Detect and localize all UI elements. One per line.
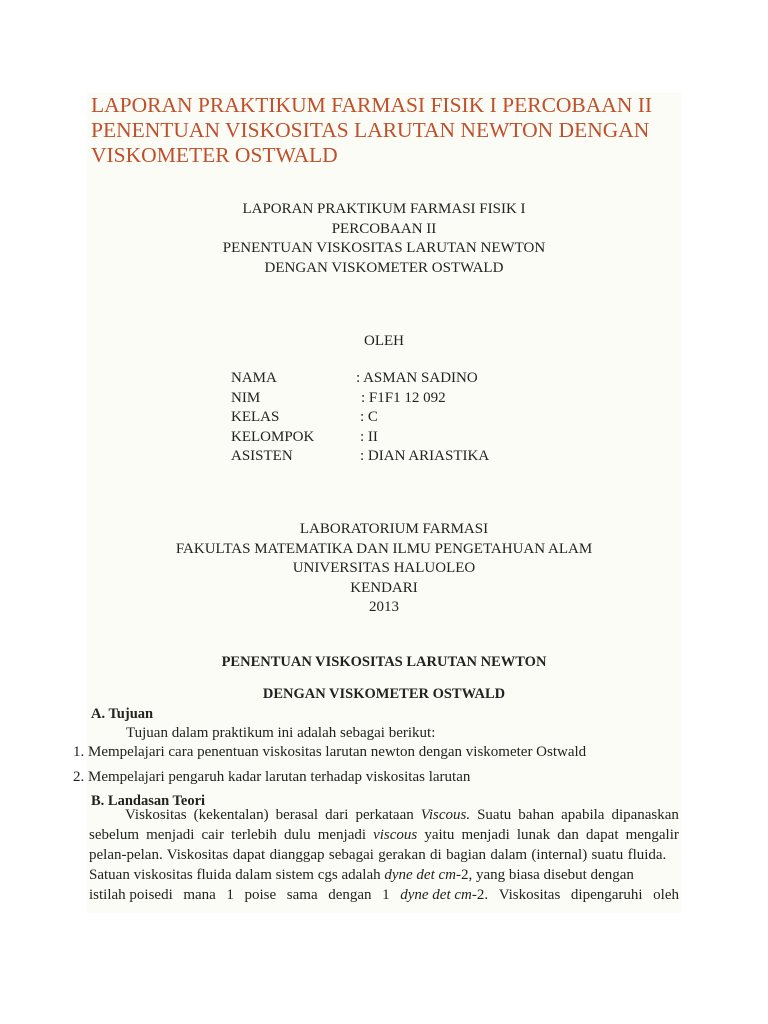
- word: (kekentalan): [193, 807, 269, 823]
- word: oleh: [653, 887, 679, 903]
- identity-value: : DIAN ARIASTIKA: [360, 448, 490, 464]
- italic-term: Viscous.: [420, 807, 471, 823]
- tujuan-heading: A. Tujuan: [91, 706, 154, 722]
- word: poise: [244, 887, 277, 903]
- word: Suatu: [477, 807, 512, 823]
- text-segment: -2, yang biasa disebut dengan: [456, 867, 634, 883]
- paragraph-line-1: [89, 805, 679, 825]
- title-line-2: PENENTUAN VISKOSITAS LARUTAN NEWTON DENGAN: [91, 118, 650, 142]
- tujuan-item-2: 2. Mempelajari pengaruh kadar larutan terhadap viskositas larutan: [73, 769, 471, 785]
- tujuan-intro: Tujuan dalam praktikum ini adalah sebagai berikut:: [126, 725, 436, 741]
- italic-unit: dyne det cm: [400, 887, 472, 903]
- title-line-3: VISKOMETER OSTWALD: [91, 143, 338, 167]
- title-line-1: LAPORAN PRAKTIKUM FARMASI FISIK I PERCOBAAN II: [91, 93, 653, 117]
- identity-row-kelompok: [231, 428, 531, 448]
- word: perkataan: [355, 807, 414, 823]
- section-title-line-1: PENENTUAN VISKOSITAS LARUTAN NEWTON: [221, 654, 547, 670]
- identity-label: KELOMPOK: [231, 428, 315, 445]
- landasan-heading: B. Landasan Teori: [91, 793, 206, 809]
- word: Viskositas: [498, 887, 561, 903]
- word: terlebih: [231, 827, 277, 843]
- identity-value: : F1F1 12 092: [361, 389, 446, 406]
- text-segment: Satuan viskositas fluida dalam sistem cgs adalah: [89, 867, 381, 883]
- identity-value: : C: [360, 409, 378, 425]
- word: lunak: [516, 827, 551, 843]
- italic-term: viscous: [373, 827, 418, 843]
- line-text: pelan-pelan. Viskositas dapat dianggap sebagai gerakan di bagian dalam (internal) suatu fluida.: [89, 847, 667, 863]
- identity-label: KELAS: [231, 409, 280, 425]
- identity-row-nim: [231, 389, 531, 409]
- word: cair: [201, 827, 224, 843]
- institution-line-4: KENDARI: [350, 579, 418, 596]
- word: 1: [382, 887, 390, 903]
- document-title: [91, 93, 681, 168]
- identity-row-nama: [231, 369, 531, 389]
- paragraph-line-5: [89, 885, 679, 905]
- word: Viskositas: [125, 807, 187, 823]
- italic-unit: dyne det cm: [384, 867, 456, 883]
- institution-line-3: UNIVERSITAS HALUOLEO: [292, 560, 476, 576]
- identity-label: NAMA: [231, 370, 277, 386]
- cover-heading: [0, 200, 768, 278]
- word: dipengaruhi: [570, 887, 643, 903]
- word: istilah poisedi: [89, 887, 173, 903]
- word: berasal: [275, 807, 319, 823]
- word: menjadi: [317, 827, 367, 843]
- cover-line-3: PENENTUAN VISKOSITAS LARUTAN NEWTON: [222, 240, 546, 256]
- word: mengalir: [625, 827, 679, 843]
- identity-value: : II: [360, 428, 378, 445]
- institution-block: [0, 520, 768, 618]
- institution-line-1: LABORATORIUM FARMASI: [299, 521, 489, 537]
- identity-row-asisten: [231, 447, 531, 467]
- identity-row-kelas: [231, 408, 531, 428]
- word: 1: [226, 887, 234, 903]
- text-segment: -2.: [471, 887, 489, 903]
- word: yaitu: [424, 827, 455, 843]
- word: bahan: [518, 807, 555, 823]
- line-text-part: [89, 865, 634, 885]
- landasan-paragraph: [89, 805, 679, 905]
- italic-unit-group: [400, 885, 488, 905]
- cover-line-4: DENGAN VISKOMETER OSTWALD: [264, 259, 504, 276]
- word: menjadi: [461, 827, 510, 843]
- word: sama: [286, 887, 318, 903]
- word: dan: [557, 827, 579, 843]
- identity-block: [231, 369, 531, 469]
- word: apabila: [561, 807, 605, 823]
- word: dengan: [328, 887, 372, 903]
- identity-value: : ASMAN SADINO: [356, 370, 478, 386]
- cover-line-2: PERCOBAAN II: [331, 220, 437, 237]
- paragraph-line-2: [89, 825, 679, 845]
- cover-line-1: LAPORAN PRAKTIKUM FARMASI FISIK I: [242, 201, 526, 217]
- identity-label: ASISTEN: [231, 448, 293, 464]
- word: sebelum: [89, 827, 139, 843]
- word: menjadi: [146, 827, 195, 843]
- institution-line-5: 2013: [369, 599, 399, 615]
- word: mana: [183, 887, 216, 903]
- oleh-label: OLEH: [364, 333, 404, 349]
- identity-label: NIM: [231, 389, 261, 406]
- word: dipanaskan: [611, 807, 679, 823]
- paragraph-line-3: [89, 845, 679, 865]
- word: dari: [325, 807, 349, 823]
- word: dapat: [586, 827, 619, 843]
- word: dulu: [283, 827, 311, 843]
- section-title-line-2: DENGAN VISKOMETER OSTWALD: [262, 686, 506, 702]
- paragraph-line-4: [89, 865, 679, 885]
- tujuan-item-1: 1. Mempelajari cara penentuan viskositas larutan newton dengan viskometer Ostwald: [73, 744, 587, 760]
- institution-line-2: FAKULTAS MATEMATIKA DAN ILMU PENGETAHUAN ALAM: [175, 540, 593, 557]
